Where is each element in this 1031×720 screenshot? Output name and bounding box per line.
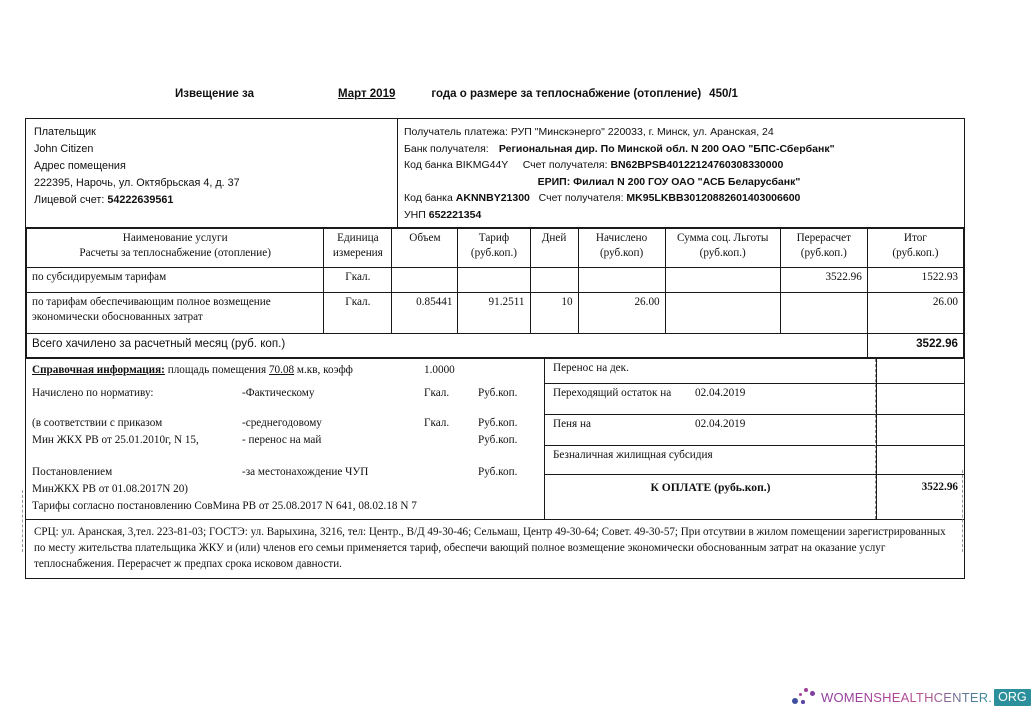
tariffs-note: Тарифы согласно постановлению СовМина РВ от 25.08.2017 N 641, 08.02.18 N 7 — [32, 500, 417, 512]
bank-code2-label: Код банка — [404, 192, 453, 204]
bank-value: Региональная дир. По Минской обл. N 200 ОАО "БПС-Сбербанк" — [498, 142, 835, 155]
payer-block — [26, 119, 398, 227]
bank-code-line — [404, 157, 958, 174]
row-unit: Гкал. — [324, 293, 392, 334]
row-service-name: по субсидируемым тарифам — [27, 268, 324, 293]
row-benefits — [665, 293, 780, 334]
billing-period: Март 2019 — [337, 88, 396, 100]
payer-address: 222395, Нарочь, ул. Октябрьская 4, д. 37 — [34, 177, 240, 189]
col-service-l2: Расчеты за теплоснабжение (отопление) — [79, 247, 271, 259]
payment-row — [545, 384, 964, 415]
payment-row — [545, 446, 964, 475]
line-actual-unit: Гкал. — [424, 387, 450, 399]
payment-row-value — [876, 415, 964, 445]
line-transfer-currency: Руб.коп. — [478, 434, 518, 446]
payee-account-value: BN62BPSB40122124760308330000 — [610, 159, 784, 171]
decree-line-2: МинЖКХ РВ от 01.08.2017N 20) — [32, 483, 189, 495]
watermark — [790, 686, 1031, 708]
document-title-row — [175, 88, 895, 106]
reference-info-block — [26, 359, 545, 519]
payee-line — [404, 124, 958, 141]
payer-name: John Citizen — [34, 143, 94, 155]
table-row — [27, 293, 964, 334]
line-transfer-label: - перенос на май — [242, 434, 322, 446]
document-number: 450/1 — [709, 88, 738, 100]
row-days: 10 — [530, 293, 578, 334]
col-accrued — [578, 229, 665, 268]
watermark-suffix: ORG — [994, 689, 1030, 706]
parties-row — [26, 119, 964, 228]
reference-coefficient: 1.0000 — [424, 364, 455, 376]
to-pay-row — [545, 475, 964, 519]
row-tariff — [458, 268, 530, 293]
payment-row-label — [545, 446, 876, 474]
services-table — [26, 228, 964, 358]
row-unit: Гкал. — [324, 268, 392, 293]
notice-label: Извещение за — [175, 88, 254, 100]
reference-title: Справочная информация: — [32, 364, 165, 376]
line-average-currency: Руб.коп. — [478, 417, 518, 429]
payee-account2-label: Счет получателя: — [538, 192, 624, 204]
payer-account-label: Лицевой счет: — [34, 194, 105, 206]
payer-account-value: 54222639561 — [107, 194, 174, 206]
col-benefits-l1: Сумма соц. Льготы — [676, 232, 769, 244]
col-volume — [392, 229, 458, 268]
payment-row-value — [876, 384, 964, 414]
col-days — [530, 229, 578, 268]
row-recalc: 3522.96 — [780, 268, 867, 293]
payment-row-date: 02.04.2019 — [695, 387, 746, 399]
line-average-label: -среднегодовому — [242, 417, 322, 429]
scan-dashed-line-right — [962, 470, 963, 552]
payment-row-label — [545, 415, 876, 445]
payee-account2-value: MK95LKBB30120882601403006600 — [626, 192, 801, 204]
total-label: Всего хачилено за расчетный месяц (руб. коп.) — [27, 334, 868, 358]
col-tariff-l1: Тариф — [478, 232, 510, 244]
row-accrued — [578, 268, 665, 293]
bank-code-label: Код банка — [404, 159, 453, 171]
col-unit-l1: Единица — [337, 232, 379, 244]
col-recalc — [780, 229, 867, 268]
col-tariff-l2: (руб.коп.) — [470, 247, 517, 259]
reference-and-payment-row — [26, 358, 964, 519]
col-accrued-l1: Начислено — [595, 232, 648, 244]
line-actual-currency: Руб.коп. — [478, 387, 518, 399]
bank-code-value: BIKMG44Y — [455, 159, 509, 171]
bank-code2-value: AKNNBY21300 — [455, 192, 530, 204]
reference-area-value: 70.08 — [268, 364, 295, 376]
payment-row-value — [876, 359, 964, 383]
recipient-block — [398, 119, 964, 227]
table-header-row — [27, 229, 964, 268]
col-volume-l1: Объем — [409, 232, 441, 244]
payee-account-label: Счет получателя: — [522, 159, 608, 171]
reference-area-units: м.кв, коэфф — [296, 364, 353, 376]
to-pay-label: К ОПЛАТЕ (рубь.коп.) — [650, 481, 771, 494]
payment-row-text: Безналичная жилищная субсидия — [553, 449, 713, 461]
payment-row — [545, 359, 964, 384]
col-accrued-l2: (руб.коп) — [599, 247, 644, 259]
reference-title-line — [32, 363, 353, 378]
col-service — [27, 229, 324, 268]
line-average-unit: Гкал. — [424, 417, 450, 429]
table-row — [27, 268, 964, 293]
line-location-currency: Руб.коп. — [478, 466, 518, 478]
erip-line: ЕРИП: Филиал N 200 ГОУ ОАО "АСБ Беларусбанк" — [537, 175, 801, 188]
row-benefits — [665, 268, 780, 293]
unp-label: УНП — [404, 208, 426, 221]
row-days — [530, 268, 578, 293]
payment-summary-block — [545, 359, 964, 519]
row-service-name: по тарифам обеспечивающим полное возмещение экономически обоснованных затрат — [27, 293, 324, 334]
payment-row-text: Пеня на — [553, 418, 591, 430]
total-value: 3522.96 — [867, 334, 963, 358]
dots-logo-icon — [790, 687, 820, 707]
row-volume — [392, 268, 458, 293]
row-recalc — [780, 293, 867, 334]
payment-row-value — [876, 446, 964, 474]
line-actual-label: -Фактическому — [242, 387, 315, 399]
row-volume: 0.85441 — [392, 293, 458, 334]
footnote-block: СРЦ: ул. Аранская, 3,тел. 223-81-03; ГОСТЭ: ул. Варыхина, 3216, тел: Центр., В/Д 49-30-46; Сельмаш, Центр 49-30-64; Совет. 49-30-57; При отсутвии в жилом помещении зарегистрированных по месту жительства плательщика ЖКУ и (или) членов его семьи применяется тариф, обеспечи вающий полное возмещение экономически обоснованным затрат на оказание услуг теплоснабжения. Перерасчет ж предпах срока исковом давности. — [26, 519, 964, 578]
bank-code2-line — [404, 190, 958, 207]
col-unit-l2: измерения — [332, 247, 383, 259]
col-recalc-l2: (руб.коп.) — [800, 247, 847, 259]
bank-label: Банк получателя: — [404, 142, 489, 155]
col-total-l1: Итог — [903, 232, 927, 244]
col-unit — [324, 229, 392, 268]
row-total: 26.00 — [867, 293, 963, 334]
payment-row — [545, 415, 964, 446]
col-benefits — [665, 229, 780, 268]
notice-subject: года о размере за теплоснабжение (отопление) — [431, 88, 702, 100]
row-total: 1522.93 — [867, 268, 963, 293]
bank-line — [404, 141, 958, 158]
table-total-row — [27, 334, 964, 358]
col-days-l1: Дней — [541, 232, 567, 244]
unp-line — [404, 207, 958, 224]
payer-account-line — [34, 192, 389, 209]
row-accrued: 26.00 — [578, 293, 665, 334]
col-benefits-l2: (руб.коп.) — [699, 247, 746, 259]
unp-value: 652221354 — [428, 208, 482, 221]
payment-row-date: 02.04.2019 — [695, 418, 746, 430]
payment-row-label — [545, 359, 876, 383]
payee-label: Получатель платежа: — [404, 126, 508, 138]
col-tariff — [458, 229, 530, 268]
line-location-label: -за местонахождение ЧУП — [242, 466, 369, 478]
order-line-1: (в соответствии с приказом — [32, 417, 163, 429]
to-pay-value: 3522.96 — [876, 475, 964, 519]
col-recalc-l1: Перерасчет — [796, 232, 851, 244]
col-total-l2: (руб.коп.) — [892, 247, 939, 259]
payment-row-label — [545, 384, 876, 414]
col-service-l1: Наименование услуги — [122, 232, 228, 244]
payee-value: РУП "Минскэнерго" 220033, г. Минск, ул. Аранская, 24 — [510, 126, 774, 138]
decree-line-1: Постановлением — [32, 466, 113, 478]
col-total — [867, 229, 963, 268]
payment-row-text: Перенос на дек. — [553, 362, 629, 374]
order-line-2: Мин ЖКХ РВ от 25.01.2010г, N 15, — [32, 434, 199, 446]
payer-title: Плательщик — [34, 126, 96, 138]
watermark-text: WOMENSHEALTHCENTER. — [821, 689, 993, 705]
row-tariff: 91.2511 — [458, 293, 530, 334]
payer-address-label: Адрес помещения — [34, 160, 126, 172]
reference-area-label: площадь помещения — [167, 364, 267, 376]
accrued-norm-label: Начислено по нормативу: — [32, 387, 154, 399]
invoice-frame — [25, 118, 965, 579]
scan-dashed-line-left — [22, 490, 23, 552]
payment-row-text: Переходящий остаток на — [553, 387, 672, 399]
